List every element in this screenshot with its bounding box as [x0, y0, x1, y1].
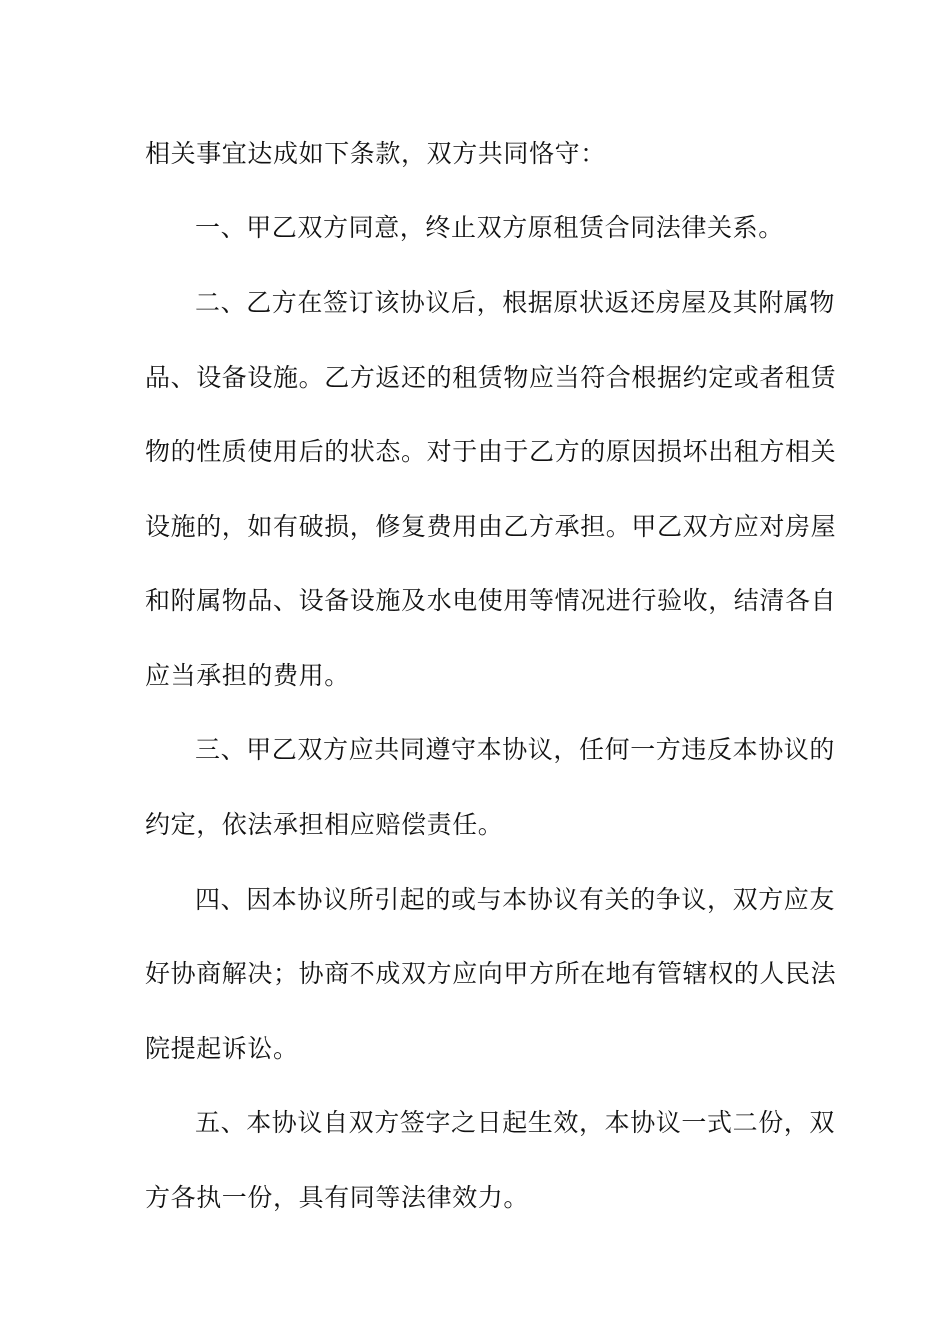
text-line: 和附属物品、设备设施及水电使用等情况进行验收，结清各自: [145, 586, 837, 615]
text-line: 物的性质使用后的状态。对于由于乙方的原因损坏出租方相关: [145, 437, 837, 466]
clause-1-text: 一、甲乙双方同意，终止双方原租赁合同法律关系。: [195, 213, 784, 242]
clause-3-text: 三、甲乙双方应共同遵守本协议，任何一方违反本协议的: [195, 735, 836, 764]
text-line: 设施的，如有破损，修复费用由乙方承担。甲乙双方应对房屋: [145, 512, 837, 541]
text-line: 院提起诉讼。: [145, 1034, 299, 1063]
text-line: 相关事宜达成如下条款，双方共同恪守：: [145, 139, 606, 168]
clause-5-text: 五、本协议自双方签字之日起生效，本协议一式二份，双: [195, 1108, 836, 1137]
clause-2-text: 二、乙方在签订该协议后，根据原状返还房屋及其附属物: [195, 288, 836, 317]
text-line: 品、设备设施。乙方返还的租赁物应当符合根据约定或者租赁: [145, 363, 837, 392]
clause-4-text: 四、因本协议所引起的或与本协议有关的争议，双方应友: [195, 885, 836, 914]
text-line: 好协商解决；协商不成双方应向甲方所在地有管辖权的人民法: [145, 959, 837, 988]
text-line: 应当承担的费用。: [145, 661, 350, 690]
text-line: 方各执一份，具有同等法律效力。: [145, 1183, 530, 1212]
text-line: 约定，依法承担相应赔偿责任。: [145, 810, 504, 839]
